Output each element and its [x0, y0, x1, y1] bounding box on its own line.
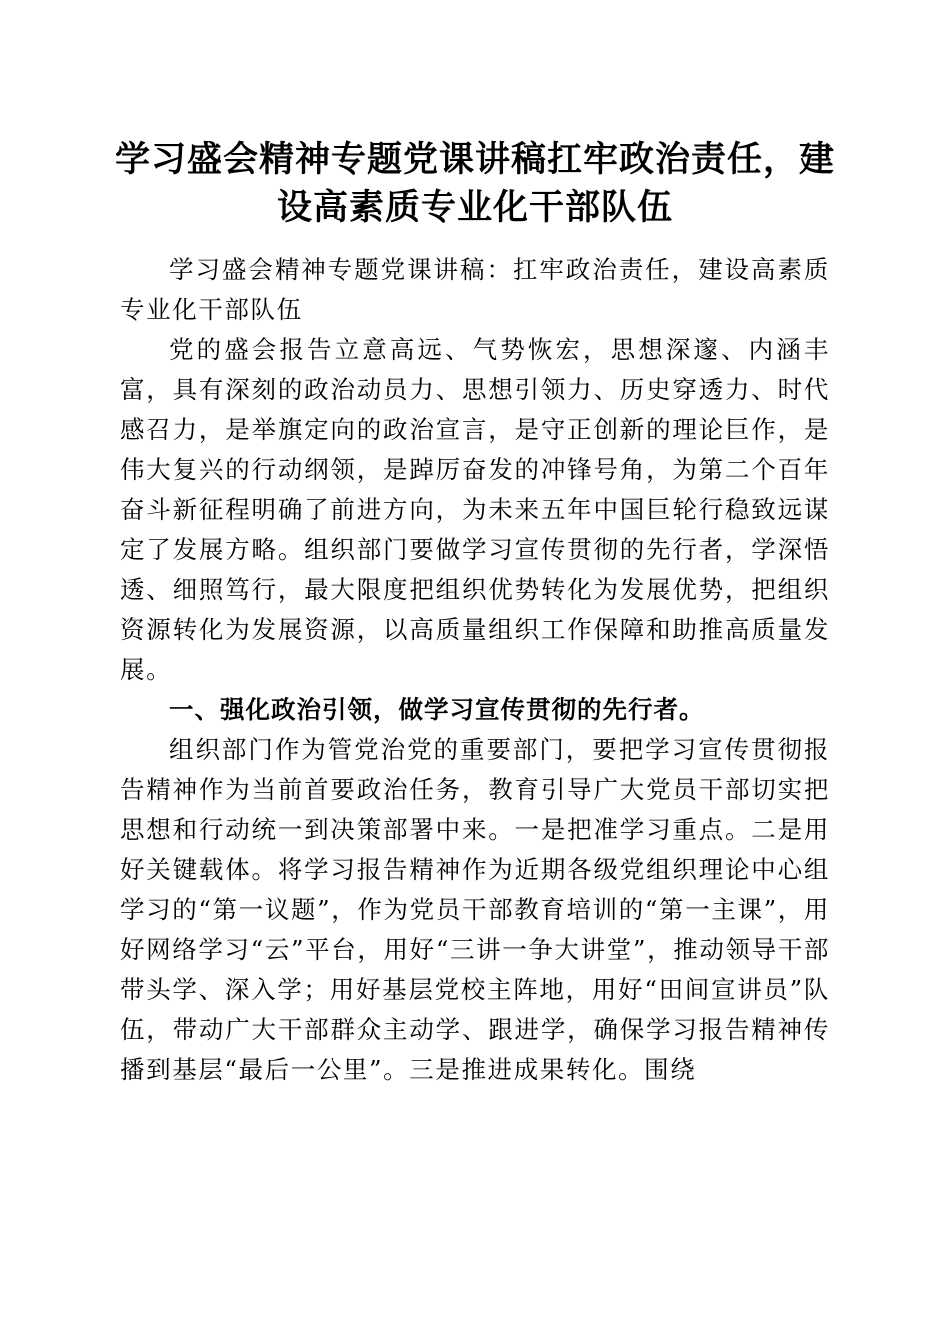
- section-heading: 一、强化政治引领，做学习宣传贯彻的先行者。: [169, 695, 705, 724]
- document-title: 学习盛会精神专题党课讲稿扛牢政治责任，建设高素质专业化干部队伍: [114, 140, 835, 228]
- body-paragraph: 组织部门作为管党治党的重要部门，要把学习宣传贯彻报告精神作为当前首要政治任务，教育引导广大党员干部切实把思想和行动统一到决策部署中来。一是把准学习重点。二是用好关键载体。将学习报告精神作为近期各级党组织理论中心组学习的“第一议题”，作为党员干部教育培训的“第一主课”，用好网络学习“云”平台，用好“三讲一争大讲堂”，推动领导干部带头学、深入学；用好基层党校主阵地，用好“田间宣讲员”队伍，带动广大干部群众主动学、跟进学，确保学习报告精神传播到基层“最后一公里”。三是推进成果转化。围绕: [120, 735, 830, 1084]
- body-paragraph: 党的盛会报告立意高远、气势恢宏，思想深邃、内涵丰富，具有深刻的政治动员力、思想引领力、历史穿透力、时代感召力，是举旗定向的政治宣言，是守正创新的理论巨作，是伟大复兴的行动纲领，是踔厉奋发的冲锋号角，为第二个百年奋斗新征程明确了前进方向，为未来五年中国巨轮行稳致远谋定了发展方略。组织部门要做学习宣传贯彻的先行者，学深悟透、细照笃行，最大限度把组织优势转化为发展优势，把组织资源转化为发展资源，以高质量组织工作保障和助推高质量发展。: [120, 335, 830, 684]
- intro-paragraph: 学习盛会精神专题党课讲稿：扛牢政治责任，建设高素质专业化干部队伍: [120, 255, 830, 324]
- document-body: [120, 250, 830, 1090]
